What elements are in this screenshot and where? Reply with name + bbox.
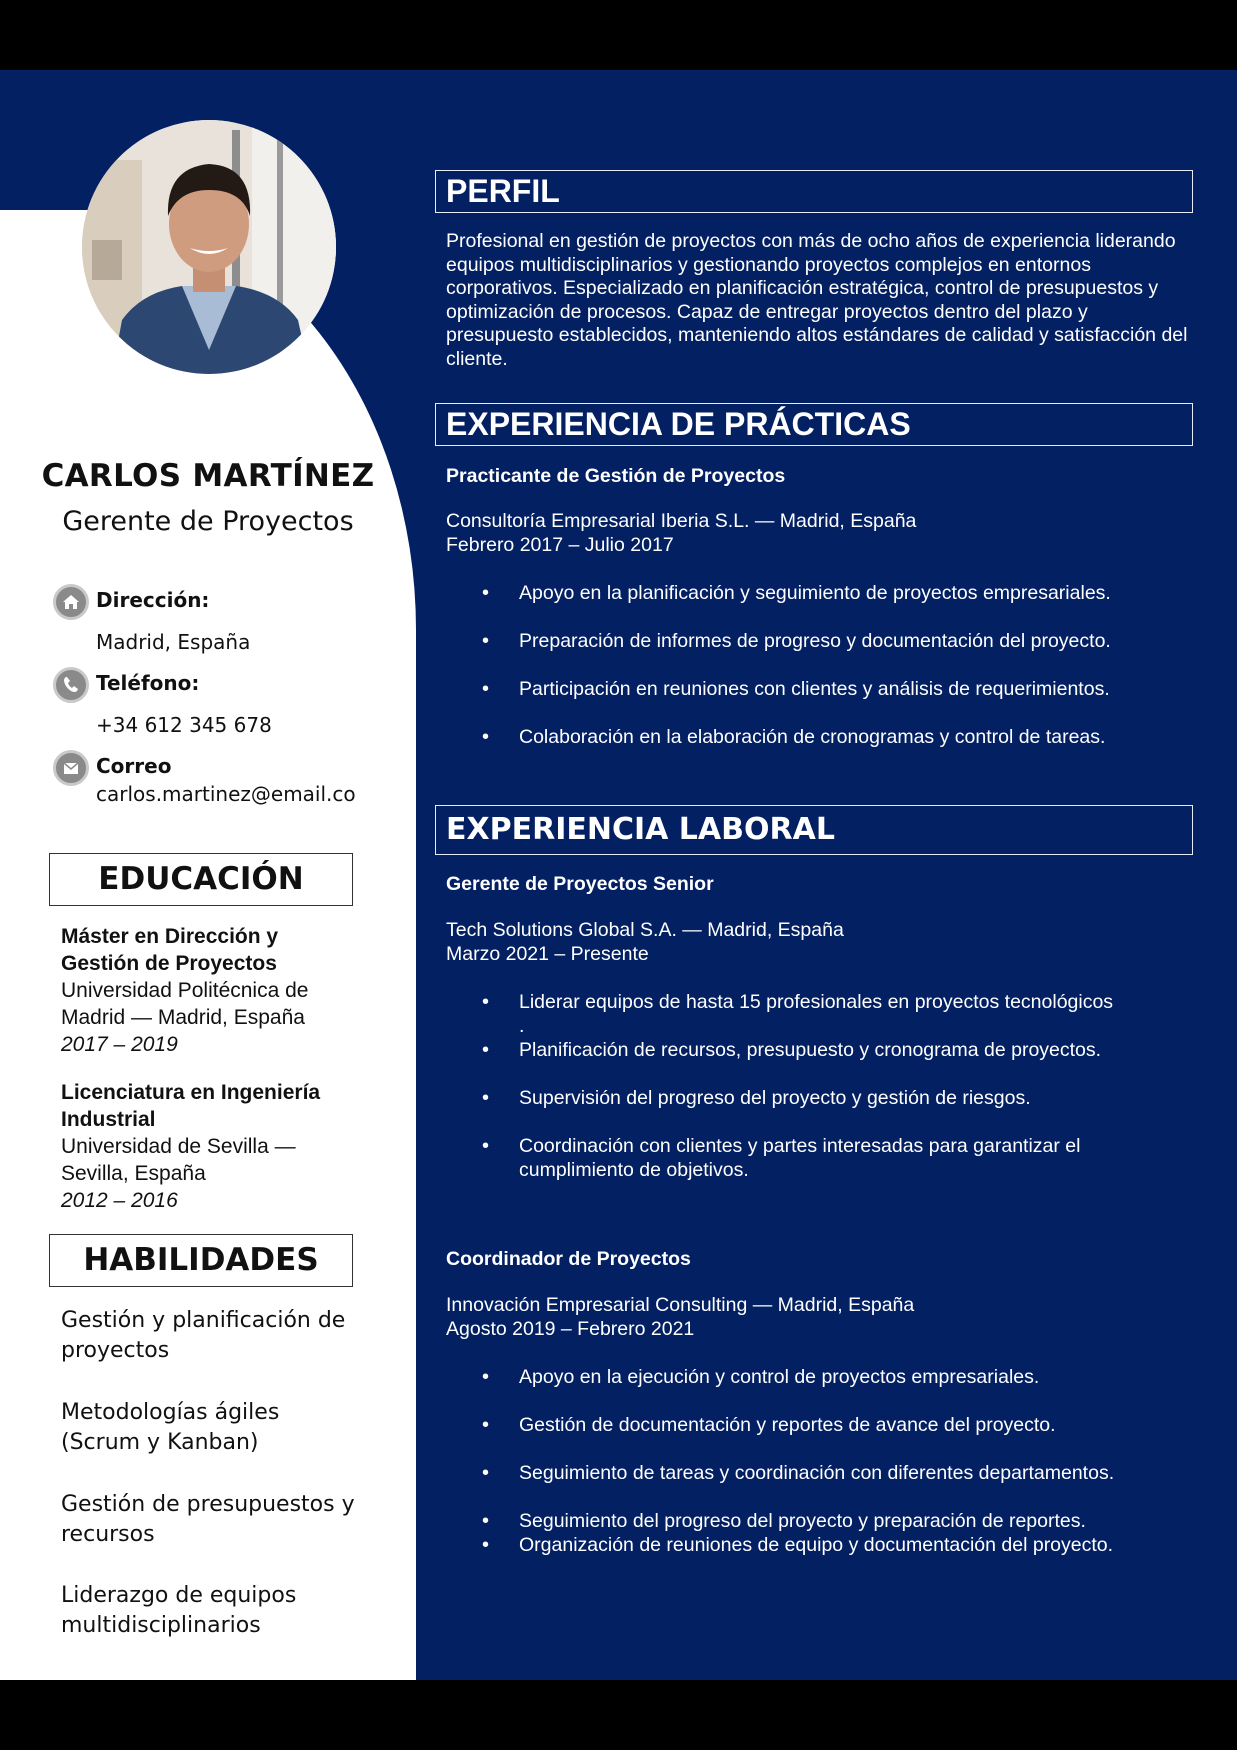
address-label: Dirección: bbox=[96, 588, 210, 612]
internship-company bbox=[446, 510, 916, 557]
phone-icon bbox=[53, 667, 89, 703]
list-item: • Apoyo en la ejecución y control de proyectos empresariales. bbox=[482, 1365, 1172, 1389]
education-item bbox=[61, 1079, 361, 1214]
person-role: Gerente de Proyectos bbox=[62, 506, 354, 537]
skill-item: Metodologías ágiles (Scrum y Kanban) bbox=[61, 1400, 280, 1455]
job-title: Coordinador de Proyectos bbox=[446, 1248, 691, 1270]
list-item: • Planificación de recursos, presupuesto y cronograma de proyectos. bbox=[482, 1038, 1172, 1062]
person-name: CARLOS MARTÍNEZ bbox=[41, 458, 375, 494]
email-label: Correo bbox=[96, 754, 172, 778]
job-bullets bbox=[482, 990, 1172, 1182]
education-institution: Universidad Politécnica de Madrid — Madrid, España bbox=[61, 979, 309, 1029]
education-years: 2017 – 2019 bbox=[61, 1033, 178, 1056]
work-heading: EXPERIENCIA LABORAL bbox=[435, 805, 1193, 855]
list-item: • Coordinación con clientes y partes interesadas para garantizar el cumplimiento de objetivos. bbox=[482, 1134, 1122, 1182]
education-heading: EDUCACIÓN bbox=[49, 853, 353, 906]
list-item: • Organización de reuniones de equipo y documentación del proyecto. bbox=[482, 1533, 1172, 1557]
list-item: • Participación en reuniones con clientes y análisis de requerimientos. bbox=[482, 677, 1172, 701]
internship-company-name: Consultoría Empresarial Iberia S.L. — Madrid, España bbox=[446, 510, 917, 532]
address-value: Madrid, España bbox=[96, 630, 251, 654]
job-company bbox=[446, 919, 844, 966]
education-degree: Máster en Dirección y Gestión de Proyectos bbox=[61, 925, 279, 975]
education-degree: Licenciatura en Ingeniería Industrial bbox=[61, 1081, 321, 1131]
internship-dates: Febrero 2017 – Julio 2017 bbox=[446, 533, 674, 556]
education-years: 2012 – 2016 bbox=[61, 1189, 178, 1212]
email-value: carlos.martinez@email.co bbox=[96, 782, 356, 806]
list-item: • Apoyo en la planificación y seguimiento de proyectos empresariales. bbox=[482, 581, 1172, 605]
mail-icon bbox=[53, 750, 89, 786]
skill-item: Liderazgo de equipos multidisciplinarios bbox=[61, 1583, 297, 1638]
list-item: • Liderar equipos de hasta 15 profesionales en proyectos tecnológicos . bbox=[482, 990, 1122, 1038]
internship-heading: EXPERIENCIA DE PRÁCTICAS bbox=[435, 403, 1193, 446]
list-item: • Supervisión del progreso del proyecto y gestión de riesgos. bbox=[482, 1086, 1172, 1110]
job-title: Gerente de Proyectos Senior bbox=[446, 873, 714, 895]
education-item bbox=[61, 923, 361, 1058]
job-company-name: Innovación Empresarial Consulting — Madrid, España bbox=[446, 1294, 915, 1316]
list-item: • Gestión de documentación y reportes de avance del proyecto. bbox=[482, 1413, 1172, 1437]
internship-bullets bbox=[482, 581, 1172, 749]
phone-label: Teléfono: bbox=[96, 671, 200, 695]
internship-title: Practicante de Gestión de Proyectos bbox=[446, 465, 786, 487]
skills-heading: HABILIDADES bbox=[49, 1234, 353, 1287]
skill-item: Gestión de presupuestos y recursos bbox=[61, 1492, 355, 1547]
job-bullets bbox=[482, 1365, 1172, 1557]
profile-heading: PERFIL bbox=[435, 170, 1193, 213]
list-item: • Preparación de informes de progreso y documentación del proyecto. bbox=[482, 629, 1172, 653]
education-institution: Universidad de Sevilla — Sevilla, España bbox=[61, 1135, 296, 1185]
phone-value: +34 612 345 678 bbox=[96, 713, 272, 737]
profile-photo bbox=[82, 120, 336, 374]
job-dates: Marzo 2021 – Presente bbox=[446, 942, 649, 965]
home-icon bbox=[53, 584, 89, 620]
skill-item: Gestión y planificación de proyectos bbox=[61, 1308, 346, 1363]
profile-text: Profesional en gestión de proyectos con más de ocho años de experiencia liderando equipos multidisciplinarios y gestionando proyectos complejos en entornos corporativos. Especializado en planificación estratégica, control de presupuestos y optimización de procesos. Capaz de entregar proyectos dentro del plazo y presupuesto establecidos, manteniendo altos estándares de calidad y satisfacción del cliente. bbox=[446, 230, 1188, 370]
list-item: • Colaboración en la elaboración de cronogramas y control de tareas. bbox=[482, 725, 1172, 749]
resume-page bbox=[0, 70, 1237, 1680]
job-company-name: Tech Solutions Global S.A. — Madrid, España bbox=[446, 919, 844, 941]
list-item: • Seguimiento de tareas y coordinación con diferentes departamentos. bbox=[482, 1461, 1172, 1485]
job-dates: Agosto 2019 – Febrero 2021 bbox=[446, 1317, 695, 1340]
job-company bbox=[446, 1294, 914, 1341]
list-item: • Seguimiento del progreso del proyecto y preparación de reportes. bbox=[482, 1509, 1172, 1533]
